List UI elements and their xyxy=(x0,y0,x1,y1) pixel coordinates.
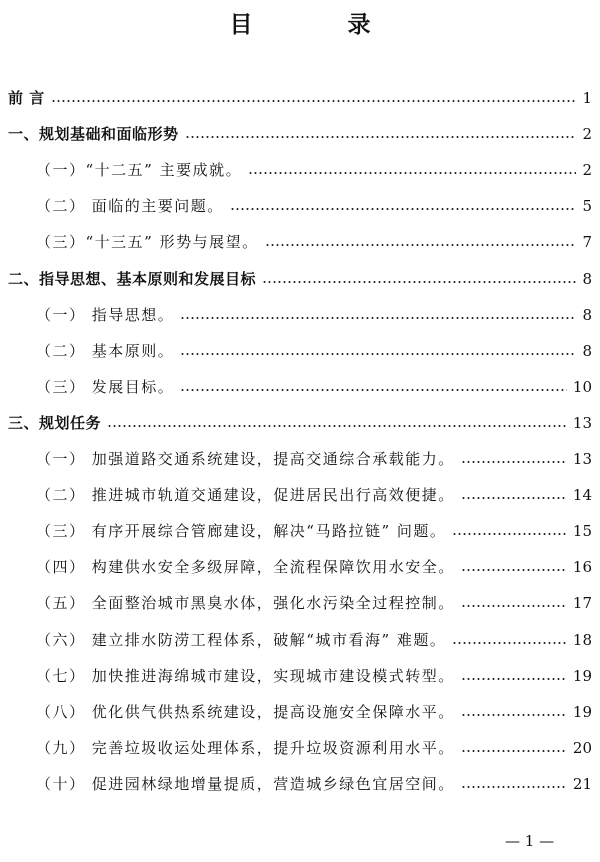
toc-section-entry[interactable] xyxy=(36,555,592,579)
page-title: 目 录 xyxy=(229,12,407,38)
toc-dot-leader xyxy=(461,714,567,716)
toc-section-entry[interactable] xyxy=(36,194,592,218)
toc-entry-label: （三）“十三五” 形势与展望。 xyxy=(36,233,259,251)
toc-entry-page-number: 2 xyxy=(582,161,592,179)
toc-section-entry[interactable] xyxy=(36,483,592,507)
toc-entry-label: （六） 建立排水防涝工程体系，破解“城市看海” 难题。 xyxy=(36,631,447,649)
toc-dot-leader xyxy=(51,100,577,102)
toc-entry-page-number: 8 xyxy=(582,270,592,288)
toc-dot-leader xyxy=(461,750,567,752)
toc-chapter-entry[interactable] xyxy=(8,267,592,291)
toc-section-entry[interactable] xyxy=(36,772,592,796)
toc-entry-page-number: 5 xyxy=(582,197,592,215)
toc-entry-label: （二） 推进城市轨道交通建设，促进居民出行高效便捷。 xyxy=(36,486,455,504)
toc-entry-page-number: 19 xyxy=(572,703,592,721)
toc-section-entry[interactable] xyxy=(36,303,592,327)
toc-entry-label: （二） 基本原则。 xyxy=(36,342,175,360)
toc-entry-label: （五） 全面整治城市黑臭水体，强化水污染全过程控制。 xyxy=(36,594,455,612)
toc-dot-leader xyxy=(180,317,576,319)
toc-section-entry[interactable] xyxy=(36,447,592,471)
toc-entry-label: （三） 发展目标。 xyxy=(36,378,175,396)
toc-dot-leader xyxy=(107,425,567,427)
toc-dot-leader xyxy=(452,642,567,644)
toc-section-entry[interactable] xyxy=(36,375,592,399)
toc-dot-leader xyxy=(461,569,567,571)
page-number-footer: — 1 — xyxy=(505,832,555,850)
toc-dot-leader xyxy=(461,605,567,607)
toc-section-entry[interactable] xyxy=(36,700,592,724)
toc-entry-page-number: 14 xyxy=(572,486,592,504)
toc-section-entry[interactable] xyxy=(36,339,592,363)
toc-chapter-entry[interactable] xyxy=(8,122,592,146)
toc-dot-leader xyxy=(461,461,567,463)
toc-entry-page-number: 8 xyxy=(582,306,592,324)
toc-dot-leader xyxy=(180,353,576,355)
toc-entry-label: （七） 加快推进海绵城市建设，实现城市建设模式转型。 xyxy=(36,667,455,685)
toc-entry-page-number: 8 xyxy=(582,342,592,360)
toc-section-entry[interactable] xyxy=(36,664,592,688)
toc-section-entry[interactable] xyxy=(36,628,592,652)
toc-entry-page-number: 20 xyxy=(572,739,592,757)
toc-dot-leader xyxy=(461,786,567,788)
toc-entry-page-number: 16 xyxy=(572,558,592,576)
toc-entry-label: 三、规划任务 xyxy=(8,414,102,432)
toc-chapter-entry[interactable] xyxy=(8,411,592,435)
toc-entry-page-number: 15 xyxy=(572,522,592,540)
toc-dot-leader xyxy=(180,389,567,391)
toc-entry-page-number: 21 xyxy=(572,775,592,793)
toc-entry-label: （二） 面临的主要问题。 xyxy=(36,197,224,215)
toc-dot-leader xyxy=(262,281,576,283)
toc-dot-leader xyxy=(185,136,577,138)
toc-entry-label: （三） 有序开展综合管廊建设，解决“马路拉链” 问题。 xyxy=(36,522,447,540)
toc-entry-page-number: 7 xyxy=(582,233,592,251)
toc-entry-label: 二、指导思想、基本原则和发展目标 xyxy=(8,270,257,288)
toc-entry-page-number: 18 xyxy=(572,631,592,649)
toc-section-entry[interactable] xyxy=(36,736,592,760)
toc-dot-leader xyxy=(461,497,567,499)
toc-dot-leader xyxy=(461,678,567,680)
toc-dot-leader xyxy=(230,208,577,210)
toc-entry-page-number: 2 xyxy=(582,125,592,143)
toc-entry-page-number: 17 xyxy=(572,594,592,612)
toc-section-entry[interactable] xyxy=(36,230,592,254)
toc-entry-page-number: 10 xyxy=(572,378,592,396)
toc-dot-leader xyxy=(265,244,577,246)
toc-dot-leader xyxy=(452,533,567,535)
toc-entry-label: （一）“十二五” 主要成就。 xyxy=(36,161,243,179)
toc-entry-label: （一） 加强道路交通系统建设，提高交通综合承载能力。 xyxy=(36,450,455,468)
toc-dot-leader xyxy=(248,172,576,174)
toc-entry-label: 前 言 xyxy=(8,89,45,107)
toc-entry-label: （八） 优化供气供热系统建设，提高设施安全保障水平。 xyxy=(36,703,455,721)
toc-section-entry[interactable] xyxy=(36,591,592,615)
toc-entry-label: （四） 构建供水安全多级屏障，全流程保障饮用水安全。 xyxy=(36,558,455,576)
toc-entry-page-number: 13 xyxy=(572,450,592,468)
toc-section-entry[interactable] xyxy=(36,519,592,543)
toc-section-entry[interactable] xyxy=(36,158,592,182)
toc-entry-page-number: 1 xyxy=(582,89,592,107)
toc-entry-page-number: 19 xyxy=(572,667,592,685)
toc-entry-label: （十） 促进园林绿地增量提质，营造城乡绿色宜居空间。 xyxy=(36,775,455,793)
toc-entry-label: （一） 指导思想。 xyxy=(36,306,175,324)
toc-entry-label: （九） 完善垃圾收运处理体系，提升垃圾资源利用水平。 xyxy=(36,739,455,757)
toc-entry-page-number: 13 xyxy=(572,414,592,432)
toc-chapter-entry[interactable] xyxy=(8,86,592,110)
toc-entry-label: 一、规划基础和面临形势 xyxy=(8,125,179,143)
